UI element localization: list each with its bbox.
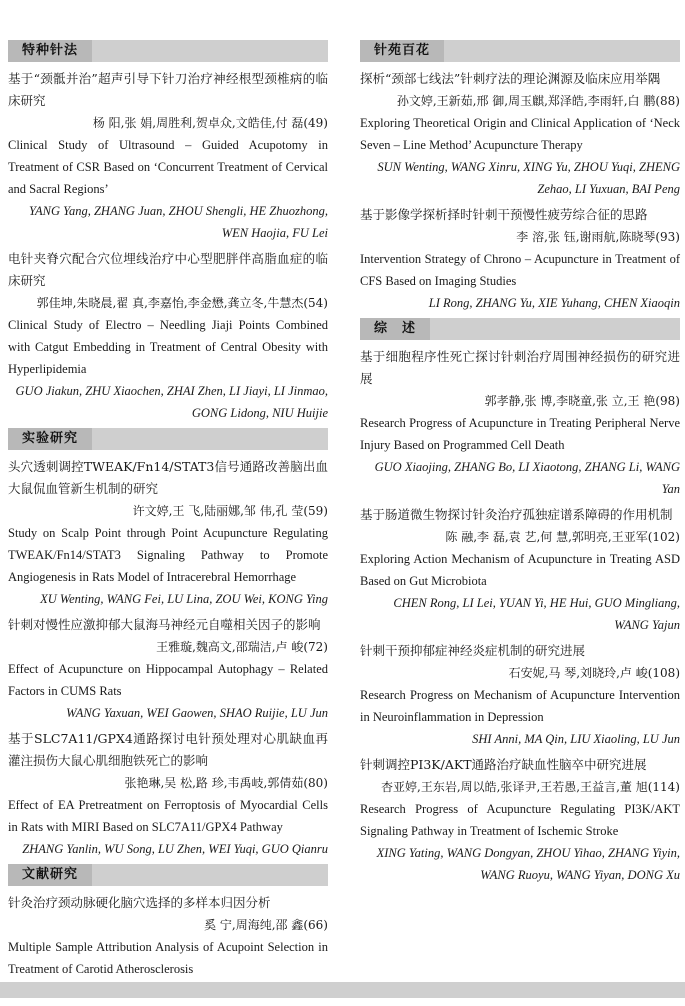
article-entry[interactable] (8, 68, 328, 244)
section-header (360, 318, 680, 340)
article-authors-cn: 郭佳坤,朱晓晨,翟 真,李嘉怡,李金懋,龚立冬,牛慧杰(54) (36, 296, 328, 310)
section-title: 特种针法 (8, 40, 92, 62)
article-title-cn[interactable]: 基于肠道微生物探讨针灸治疗孤独症谱系障碍的作用机制 (360, 507, 673, 522)
article-title-en[interactable]: Study on Scalp Point through Point Acupuncture Regulating TWEAK/Fn14/STAT3 Signaling Pathway to Promote Angiogenesis in Rats Model of Intracerebral Hemorrhage (8, 526, 328, 584)
section-title: 综 述 (360, 318, 430, 340)
article-entry[interactable] (8, 614, 328, 724)
article-title-en[interactable]: Effect of EA Pretreatment on Ferroptosis of Myocardial Cells in Rats with MIRI Based on SLC7A11/GPX4 Pathway (8, 798, 328, 834)
article-authors-cn: 石安妮,马 琴,刘晓玲,卢 峻(108) (508, 666, 680, 680)
section-title: 实验研究 (8, 428, 92, 450)
article-entry[interactable] (360, 504, 680, 636)
article-title-en[interactable]: Effect of Acupuncture on Hippocampal Autophagy – Related Factors in CUMS Rats (8, 662, 328, 698)
right-column (360, 40, 680, 890)
article-authors-cn: 奚 宁,周海纯,邵 鑫(66) (204, 918, 328, 932)
article-entry[interactable] (8, 728, 328, 860)
section-experimental-research (8, 428, 328, 860)
article-authors-cn: 李 溶,张 钰,谢雨航,陈晓琴(93) (516, 230, 680, 244)
article-authors-cn: 陈 融,李 磊,袁 艺,何 慧,郭明亮,王亚军(102) (445, 530, 680, 544)
article-title-cn[interactable]: 针刺干预抑郁症神经炎症机制的研究进展 (360, 643, 586, 658)
article-authors-en: SHI Anni, MA Qin, LIU Xiaoling, LU Jun (472, 732, 680, 746)
article-title-en[interactable]: Multiple Sample Attribution Analysis of Acupoint Selection in Treatment of Carotid Atherosclerosis (8, 940, 328, 976)
article-entry[interactable] (360, 204, 680, 314)
left-column (8, 40, 328, 1006)
section-title: 针苑百花 (360, 40, 444, 62)
article-entry[interactable] (360, 754, 680, 886)
article-authors-cn: 孙文婷,王新茹,邢 御,周玉麒,郑泽皓,李雨轩,白 鹏(88) (396, 94, 680, 108)
article-authors-en: YANG Yang, ZHANG Juan, ZHOU Shengli, HE Zhuozhong, WEN Haojia, FU Lei (28, 204, 328, 240)
section-header (8, 864, 328, 886)
article-title-en[interactable]: Research Progress of Acupuncture in Treating Peripheral Nerve Injury Based on Programmed Cell Death (360, 416, 680, 452)
section-acupuncture-garden (360, 40, 680, 314)
article-title-cn[interactable]: 电针夹脊穴配合穴位埋线治疗中心型肥胖伴高脂血症的临床研究 (8, 251, 328, 288)
article-authors-cn: 张艳琳,吴 松,路 珍,韦禹岐,郭倩茹(80) (124, 776, 328, 790)
section-header (8, 428, 328, 450)
article-title-en[interactable]: Clinical Study of Electro – Needling Jiaji Points Combined with Catgut Embedding in Treatment of Central Obesity with Hyperlipidemia (8, 318, 328, 376)
article-entry[interactable] (360, 68, 680, 200)
article-title-cn[interactable]: 基于“颈骶并治”超声引导下针刀治疗神经根型颈椎病的临床研究 (8, 71, 328, 108)
article-authors-cn: 许文婷,王 飞,陆丽娜,邹 伟,孔 莹(59) (132, 504, 328, 518)
article-title-en[interactable]: Research Progress of Acupuncture Regulating PI3K/AKT Signaling Pathway in Treatment of Ischemic Stroke (360, 802, 680, 838)
article-title-cn[interactable]: 探析“颈部七线法”针刺疗法的理论渊源及临床应用举隅 (360, 71, 661, 86)
article-authors-en: ZHANG Yanlin, WU Song, LU Zhen, WEI Yuqi, GUO Qianru (22, 842, 328, 856)
article-entry[interactable] (360, 640, 680, 750)
article-authors-en: GUO Jiakun, ZHU Xiaochen, ZHAI Zhen, LI Jiayi, LI Jinmao, GONG Lidong, NIU Huijie (15, 384, 328, 420)
article-title-cn[interactable]: 基于影像学探析择时针刺干预慢性疲劳综合征的思路 (360, 207, 648, 222)
article-title-cn[interactable]: 针刺对慢性应激抑郁大鼠海马神经元自噬相关因子的影响 (8, 617, 321, 632)
article-title-en[interactable]: Exploring Action Mechanism of Acupuncture in Treating ASD Based on Gut Microbiota (360, 552, 680, 588)
article-authors-en: XING Yating, WANG Dongyan, ZHOU Yihao, ZHANG Yiyin, WANG Ruoyu, WANG Yiyan, DONG Xu (376, 846, 680, 882)
article-authors-cn: 杨 阳,张 娟,周胜利,贺卓众,文皓佳,付 磊(49) (92, 116, 328, 130)
article-authors-en: SUN Wenting, WANG Xinru, XING Yu, ZHOU Yuqi, ZHENG Zehao, LI Yuxuan, BAI Peng (377, 160, 680, 196)
footer-bar (0, 982, 685, 998)
article-title-en[interactable]: Intervention Strategy of Chrono – Acupuncture in Treatment of CFS Based on Imaging Studies (360, 252, 680, 288)
article-authors-en: CHEN Rong, LI Lei, YUAN Yi, HE Hui, GUO Mingliang, WANG Yajun (393, 596, 680, 632)
article-entry[interactable] (8, 456, 328, 610)
article-authors-cn: 郭孝静,张 博,李晓童,张 立,王 艳(98) (484, 394, 680, 408)
article-authors-en: XU Wenting, WANG Fei, LU Lina, ZOU Wei, KONG Ying (40, 592, 328, 606)
article-title-en[interactable]: Clinical Study of Ultrasound – Guided Acupotomy in Treatment of CSR Based on ‘Concurrent Treatment of Cervical and Sacral Regions’ (8, 138, 328, 196)
article-title-en[interactable]: Research Progress on Mechanism of Acupuncture Intervention in Neuroinflammation in Depression (360, 688, 680, 724)
article-title-cn[interactable]: 针灸治疗颈动脉硬化脑穴选择的多样本归因分析 (8, 895, 271, 910)
section-review (360, 318, 680, 886)
article-title-cn[interactable]: 针刺调控PI3K/AKT通路治疗缺血性脑卒中研究进展 (360, 757, 647, 772)
section-special-needling (8, 40, 328, 424)
article-title-cn[interactable]: 基于细胞程序性死亡探讨针刺治疗周围神经损伤的研究进展 (360, 349, 680, 386)
article-entry[interactable] (8, 248, 328, 424)
section-header (360, 40, 680, 62)
article-authors-cn: 王雅璇,魏高文,邵瑞洁,卢 峻(72) (156, 640, 328, 654)
section-header (8, 40, 328, 62)
section-title: 文献研究 (8, 864, 92, 886)
article-title-cn[interactable]: 基于SLC7A11/GPX4通路探讨电针预处理对心肌缺血再灌注损伤大鼠心肌细胞铁死亡的影响 (8, 731, 328, 768)
article-authors-en: WANG Yaxuan, WEI Gaowen, SHAO Ruijie, LU Jun (66, 706, 328, 720)
article-authors-cn: 杏亚婷,王东岩,周以皓,张译尹,王若愚,王益言,董 旭(114) (381, 780, 680, 794)
article-authors-en: LI Rong, ZHANG Yu, XIE Yuhang, CHEN Xiaoqin (428, 296, 680, 310)
article-authors-en: GUO Xiaojing, ZHANG Bo, LI Xiaotong, ZHANG Li, WANG Yan (374, 460, 680, 496)
article-title-en[interactable]: Exploring Theoretical Origin and Clinical Application of ‘Neck Seven – Line Method’ Acupuncture Therapy (360, 116, 680, 152)
article-title-cn[interactable]: 头穴透刺调控TWEAK/Fn14/STAT3信号通路改善脑出血大鼠侃血管新生机制的研究 (8, 459, 328, 496)
article-entry[interactable] (360, 346, 680, 500)
